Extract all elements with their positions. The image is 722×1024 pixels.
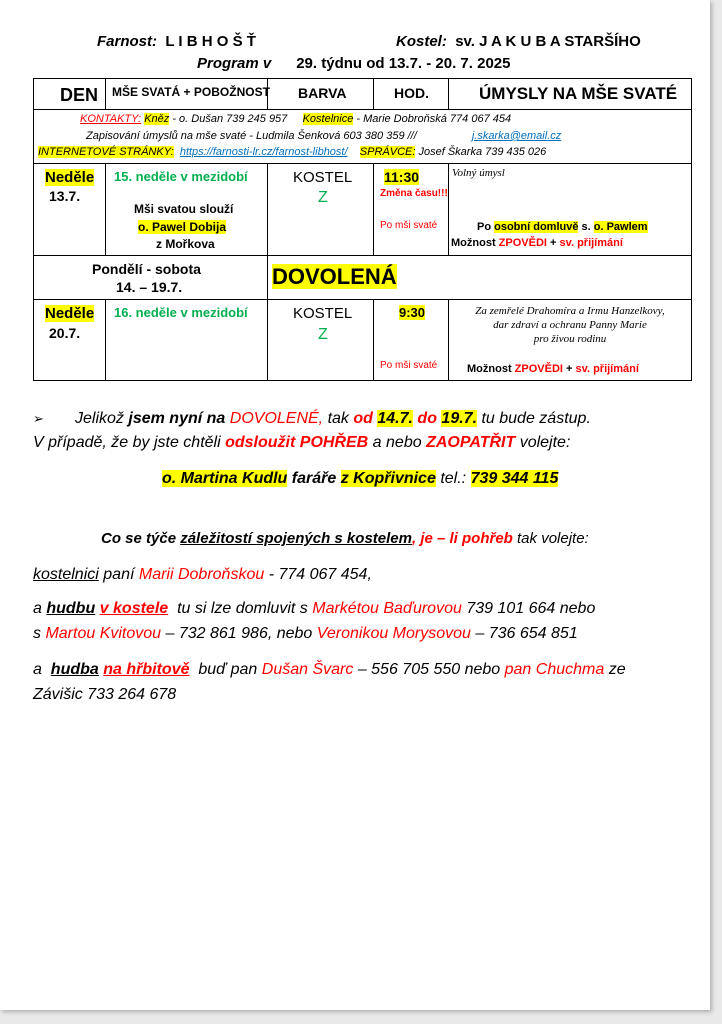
row1-day: Neděle 13.7. [34,164,106,256]
vacation-days: Pondělí - sobota 14. – 19.7. [34,256,268,300]
row2-intention: Za zemřelé Drahomíra a Irmu Hanzelkovy, dar zdraví a ochranu Panny Marie pro živou rodinu Možnost ZPOVĚDI + sv. přijímání [449,300,692,381]
row2-time: 9:30 Po mši svaté [374,300,449,381]
header-barva: BARVA [268,79,374,110]
church-heading: Kostel: sv. J A K U B A STARŠÍHO [396,33,641,50]
row2-mass: 16. neděle v mezidobí [106,300,268,381]
row1-mass: 15. neděle v mezidobí Mši svatou slouží o. Pawel Dobija z Mořkova [106,164,268,256]
table-header-row [34,79,692,110]
header-hod: HOD. [374,79,449,110]
row1-color: KOSTEL Z [268,164,374,256]
contacts-row [34,110,692,164]
header-umysly: ÚMYSLY NA MŠE SVATÉ [449,79,692,110]
contacts-line-3: INTERNETOVÉ STRÁNKY: https://farnosti-lr.cz/farnost-libhost/ SPRÁVCE: Josef Škarka 739 435 026 [38,146,547,158]
notice-line-3: o. Martina Kudlu faráře z Kopřivnice tel.: 739 344 115 [162,470,559,487]
table-row [34,300,692,381]
table-row [34,164,692,256]
parish-heading: Farnost: L I B H O Š Ť [97,33,256,50]
notice-line-1: ➢ Jelikož jsem nyní na DOVOLENÉ, tak od 14.7. do 19.7. tu bude zástup. [33,410,591,427]
email-link[interactable]: j.skarka@email.cz [471,130,562,142]
church-matters-line-1: Co se týče záležitostí spojených s kostelem, je – li pohřeb tak volejte: [101,530,589,547]
program-table [33,78,692,381]
notice-line-2: V případě, že by jste chtěli odsloužit POHŘEB a nebo ZAOPATŘIT volejte: [33,434,571,451]
table-row [34,256,692,300]
church-matters-line-4: s Martou Kvitovou – 732 861 986, nebo Veronikou Morysovou – 736 654 851 [33,625,578,642]
header-mse: MŠE SVATÁ + POBOŽNOST [106,79,268,110]
church-name: sv. J A K U B A STARŠÍHO [455,33,641,50]
church-matters-line-2: kostelnici paní Marii Dobroňskou - 774 067 454, [33,566,372,583]
program-heading: Program v 29. týdnu od 13.7. - 20. 7. 2025 [197,55,511,72]
church-matters-line-5: a hudba na hřbitově buď pan Dušan Švarc – 556 705 550 nebo pan Chuchma ze [33,661,626,678]
row1-intention: Volný úmysl Po osobní domluvě s. o. Pawlem Možnost ZPOVĚDI + sv. přijímání [449,164,692,256]
website-link[interactable]: https://farnosti-lr.cz/farnost-libhost/ [179,146,348,158]
row2-day: Neděle 20.7. [34,300,106,381]
vacation-label-cell [268,256,692,300]
contacts-cell [34,110,692,164]
church-matters-line-6: Závišic 733 264 678 [33,686,177,703]
vacation-label: DOVOLENÁ [272,264,397,289]
header-den: DEN [34,79,106,110]
contacts-line-1: KONTAKTY: Kněz - o. Dušan 739 245 957 Kostelnice - Marie Dobroňská 774 067 454 [80,113,512,125]
row1-time: 11:30 Změna času!!! Po mši svaté [374,164,449,256]
church-matters-line-3: a hudbu v kostele tu si lze domluvit s Markétou Baďurovou 739 101 664 nebo [33,600,596,617]
contacts-line-2: Zapisování úmyslů na mše svaté - Ludmila Šenková 603 380 359 /// j.skarka@email.cz [86,130,562,142]
parish-name: L I B H O Š Ť [165,33,256,50]
program-week: 29. týdnu od 13.7. - 20. 7. 2025 [296,55,511,72]
row2-color: KOSTEL Z [268,300,374,381]
